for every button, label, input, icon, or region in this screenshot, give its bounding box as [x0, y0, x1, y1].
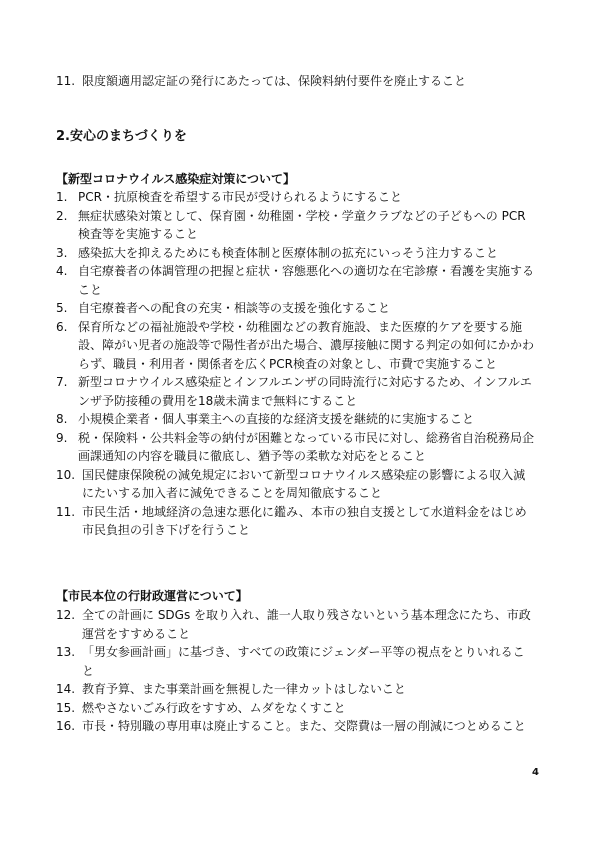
item-number: 2. — [56, 208, 68, 223]
list-item — [56, 262, 536, 299]
list-item — [56, 643, 536, 680]
covid-list — [56, 188, 536, 540]
list-item — [56, 699, 536, 718]
list-item — [56, 373, 536, 410]
item-text: 限度額適用認定証の発行にあたっては、保険料納付要件を廃止すること — [82, 74, 467, 88]
top-list — [56, 72, 536, 91]
list-item — [56, 244, 536, 263]
admin-list — [56, 606, 536, 736]
item-text: 全ての計画に SDGs を取り入れ、誰一人取り残さないという基本理念にたち、市政運営をすすめること — [82, 608, 531, 641]
item-number: 13. — [56, 645, 76, 659]
item-number: 8. — [56, 412, 68, 426]
item-text: 新型コロナウイルス感染症とインフルエンザの同時流行に対応するため、インフルエンザ予防接種の費用を18歳未満まで無料にすること — [78, 375, 532, 408]
list-item — [56, 680, 536, 699]
list-item — [56, 717, 536, 736]
list-item — [56, 410, 536, 429]
item-text: 市長・特別職の専用車は廃止すること。また、交際費は一層の削減につとめること — [82, 719, 526, 733]
item-text: 小規模企業者・個人事業主への直接的な経済支援を継続的に実施すること — [78, 412, 475, 426]
list-item — [56, 207, 536, 244]
item-text: 無症状感染対策として、保育園・幼稚園・学校・学童クラブなどの子どもへの PCR 検査等を実施すること — [78, 208, 526, 241]
page-number: 4 — [532, 767, 539, 778]
list-item — [56, 606, 536, 643]
list-item — [56, 299, 536, 318]
list-item — [56, 503, 536, 540]
item-text: 感染拡大を抑えるためにも検査体制と医療体制の拡充にいっそう注力すること — [78, 245, 499, 260]
item-number: 4. — [56, 264, 68, 278]
admin-heading: 【市民本位の行財政運営について】 — [56, 589, 248, 603]
item-text: 燃やさないごみ行政をすすめ、ムダをなくすこと — [82, 700, 346, 715]
section-title: 2.安心のまちづくりを — [56, 129, 187, 144]
item-number: 11. — [56, 504, 76, 519]
item-text: 教育予算、また事業計画を無視した一律カットはしないこと — [82, 682, 406, 696]
item-number: 14. — [56, 682, 76, 696]
item-text: 税・保険料・公共料金等の納付が困難となっている市民に対し、総務省自治税務局企画課通知の内容を職員に徹底し、猶予等の柔軟な対応をとること — [78, 430, 535, 463]
list-item — [56, 188, 536, 207]
item-number: 15. — [56, 700, 76, 715]
item-number: 3. — [56, 245, 68, 260]
item-text: 自宅療養者の体調管理の把握と症状・容態悪化への適切な在宅診療・看護を実施すること — [78, 264, 535, 297]
item-text: 自宅療養者への配食の充実・相談等の支援を強化すること — [78, 301, 391, 315]
item-number: 7. — [56, 375, 68, 389]
list-item — [56, 72, 536, 91]
item-number: 1. — [56, 190, 68, 204]
covid-heading: 【新型コロナウイルス感染症対策について】 — [56, 172, 296, 186]
list-item — [56, 466, 536, 503]
item-number: 5. — [56, 301, 68, 315]
item-text: 「男女参画計画」に基づき、すべての政策にジェンダー平等の視点をとりいれること — [82, 645, 525, 678]
item-number: 11. — [56, 74, 76, 88]
item-number: 10. — [56, 467, 76, 482]
item-text: 市民生活・地域経済の急速な悪化に鑑み、本市の独自支援として水道料金をはじめ市民負担の引き下げを行うこと — [82, 504, 527, 537]
item-number: 12. — [56, 608, 76, 622]
item-number: 6. — [56, 319, 68, 334]
item-text: 保育所などの福祉施設や学校・幼稚園などの教育施設、また医療的ケアを要する施設、障がい児者の施設等で陽性者が出た場合、濃厚接触に関する判定の如何にかかわらず、職員・利用者・関係者を広くPCR検査の対象とし、市費で実施すること — [78, 319, 535, 371]
item-number: 9. — [56, 430, 68, 445]
list-item — [56, 318, 536, 374]
item-number: 16. — [56, 719, 76, 733]
item-text: PCR・抗原検査を希望する市民が受けられるようにすること — [78, 190, 402, 204]
list-item — [56, 429, 536, 466]
item-text: 国民健康保険税の減免規定において新型コロナウイルス感染症の影響による収入減にたいする加入者に減免できることを周知徹底すること — [82, 467, 526, 500]
